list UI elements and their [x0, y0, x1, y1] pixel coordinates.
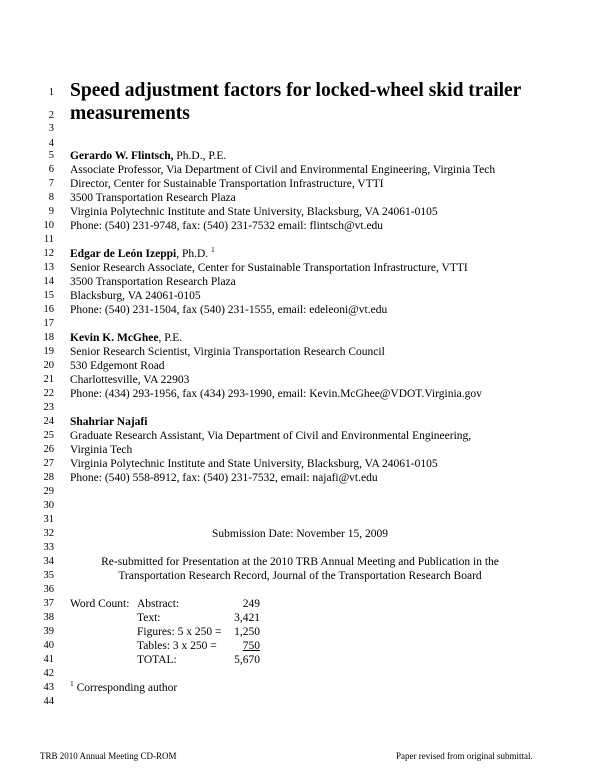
line-number: 29	[43, 486, 54, 497]
author-1-line: Director, Center for Sustainable Transportation Infrastructure, VTTI	[70, 178, 384, 190]
line-number: 44	[43, 696, 54, 707]
author-4-name: Shahriar Najafi	[70, 416, 148, 428]
line-number: 26	[43, 444, 54, 455]
author-1-line: 3500 Transportation Research Plaza	[70, 192, 236, 204]
line-number: 41	[43, 654, 54, 665]
author-2-name: Edgar de León Izeppi	[70, 248, 177, 260]
text-count-label: Text:	[137, 612, 161, 624]
line-number: 43	[43, 682, 54, 693]
abstract-value: 249	[242, 598, 260, 610]
line-number: 40	[43, 640, 54, 651]
author-2-line: Blacksburg, VA 24061-0105	[70, 290, 201, 302]
line-number: 22	[43, 388, 54, 399]
resubmission-line-2: Transportation Research Record, Journal of the Transportation Research Board	[118, 570, 482, 582]
line-number: 21	[43, 374, 54, 385]
line-number: 42	[43, 668, 54, 679]
line-number: 17	[43, 318, 54, 329]
line-number: 16	[43, 304, 54, 315]
line-number: 15	[43, 290, 54, 301]
line-number: 2	[48, 110, 54, 121]
footnote-marker: 1	[211, 245, 215, 254]
author-1-credentials: Ph.D., P.E.	[173, 150, 227, 162]
text-count-value: 3,421	[234, 612, 260, 624]
author-4-line: Phone: (540) 558-8912, fax: (540) 231-7532, email: najafi@vt.edu	[70, 472, 378, 484]
tables-count-value: 750	[242, 640, 260, 652]
author-2-line: Senior Research Associate, Center for Sustainable Transportation Infrastructure, VTTI	[70, 262, 468, 274]
line-number: 18	[43, 332, 54, 343]
author-4-line: Virginia Polytechnic Institute and State University, Blacksburg, VA 24061-0105	[70, 458, 438, 470]
author-4-line: Graduate Research Assistant, Via Department of Civil and Environmental Engineering,	[70, 430, 472, 442]
figures-count-value: 1,250	[234, 626, 260, 638]
line-number: 24	[43, 416, 54, 427]
line-number: 19	[43, 346, 54, 357]
footer-right: Paper revised from original submittal.	[396, 751, 533, 761]
author-2-line: 3500 Transportation Research Plaza	[70, 276, 236, 288]
line-number: 6	[48, 164, 54, 175]
tables-count-label: Tables: 3 x 250 =	[137, 640, 217, 652]
line-number: 10	[43, 220, 54, 231]
line-number: 4	[48, 138, 54, 149]
author-2-line: Phone: (540) 231-1504, fax (540) 231-1555, email: edeleoni@vt.edu	[70, 304, 388, 316]
word-count-label: Word Count:	[70, 598, 130, 610]
resubmission-line-1: Re-submitted for Presentation at the 2010 TRB Annual Meeting and Publication in the	[101, 556, 499, 568]
figures-count-label: Figures: 5 x 250 =	[137, 626, 222, 638]
line-number: 7	[48, 178, 54, 189]
line-number: 38	[43, 612, 54, 623]
line-number: 35	[43, 570, 54, 581]
footnote-text: Corresponding author	[73, 682, 178, 694]
line-number: 39	[43, 626, 54, 637]
line-number: 31	[43, 514, 54, 525]
author-3-credentials: , P.E.	[158, 332, 183, 344]
author-1-line: Phone: (540) 231-9748, fax: (540) 231-7532 email: flintsch@vt.edu	[70, 220, 384, 232]
line-number: 20	[43, 360, 54, 371]
line-number: 23	[43, 402, 54, 413]
author-1-name: Gerardo W. Flintsch,	[70, 150, 174, 162]
line-number: 32	[43, 528, 54, 539]
total-count-label: TOTAL:	[137, 654, 177, 666]
line-number: 14	[43, 276, 54, 287]
line-number: 11	[43, 234, 54, 245]
author-2-credentials: , Ph.D.	[176, 248, 212, 260]
line-number: 13	[43, 262, 54, 273]
paper-title-line-1: Speed adjustment factors for locked-wheel skid trailer	[70, 80, 522, 101]
author-3-line: Senior Research Scientist, Virginia Transportation Research Council	[70, 346, 385, 358]
footer-left: TRB 2010 Annual Meeting CD-ROM	[40, 751, 177, 761]
submission-date: Submission Date: November 15, 2009	[212, 528, 388, 540]
line-number: 8	[48, 192, 54, 203]
author-1-line: Associate Professor, Via Department of Civil and Environmental Engineering, Virginia Tech	[70, 164, 496, 176]
abstract-label: Abstract:	[137, 598, 180, 610]
line-number: 37	[43, 598, 54, 609]
author-3-line: 530 Edgemont Road	[70, 360, 165, 372]
line-number: 36	[43, 584, 54, 595]
line-number: 28	[43, 472, 54, 483]
footnote	[70, 680, 177, 696]
paper-title-line-2: measurements	[70, 103, 190, 124]
total-count-value: 5,670	[234, 654, 260, 666]
line-number: 30	[43, 500, 54, 511]
line-number: 9	[48, 206, 54, 217]
line-number: 12	[43, 248, 54, 259]
author-3-line: Charlottesville, VA 22903	[70, 374, 190, 386]
line-number: 1	[48, 87, 54, 98]
footnote-marker: 1	[70, 679, 74, 688]
author-3-line: Phone: (434) 293-1956, fax (434) 293-1990, email: Kevin.McGhee@VDOT.Virginia.gov	[70, 388, 482, 400]
line-number: 27	[43, 458, 54, 469]
line-number: 3	[48, 123, 54, 134]
line-number: 33	[43, 542, 54, 553]
line-number: 34	[43, 556, 54, 567]
line-number: 25	[43, 430, 54, 441]
author-4-line: Virginia Tech	[70, 444, 133, 456]
author-3-name: Kevin K. McGhee	[70, 332, 159, 344]
line-number: 5	[48, 150, 54, 161]
author-1-line: Virginia Polytechnic Institute and State University, Blacksburg, VA 24061-0105	[70, 206, 438, 218]
